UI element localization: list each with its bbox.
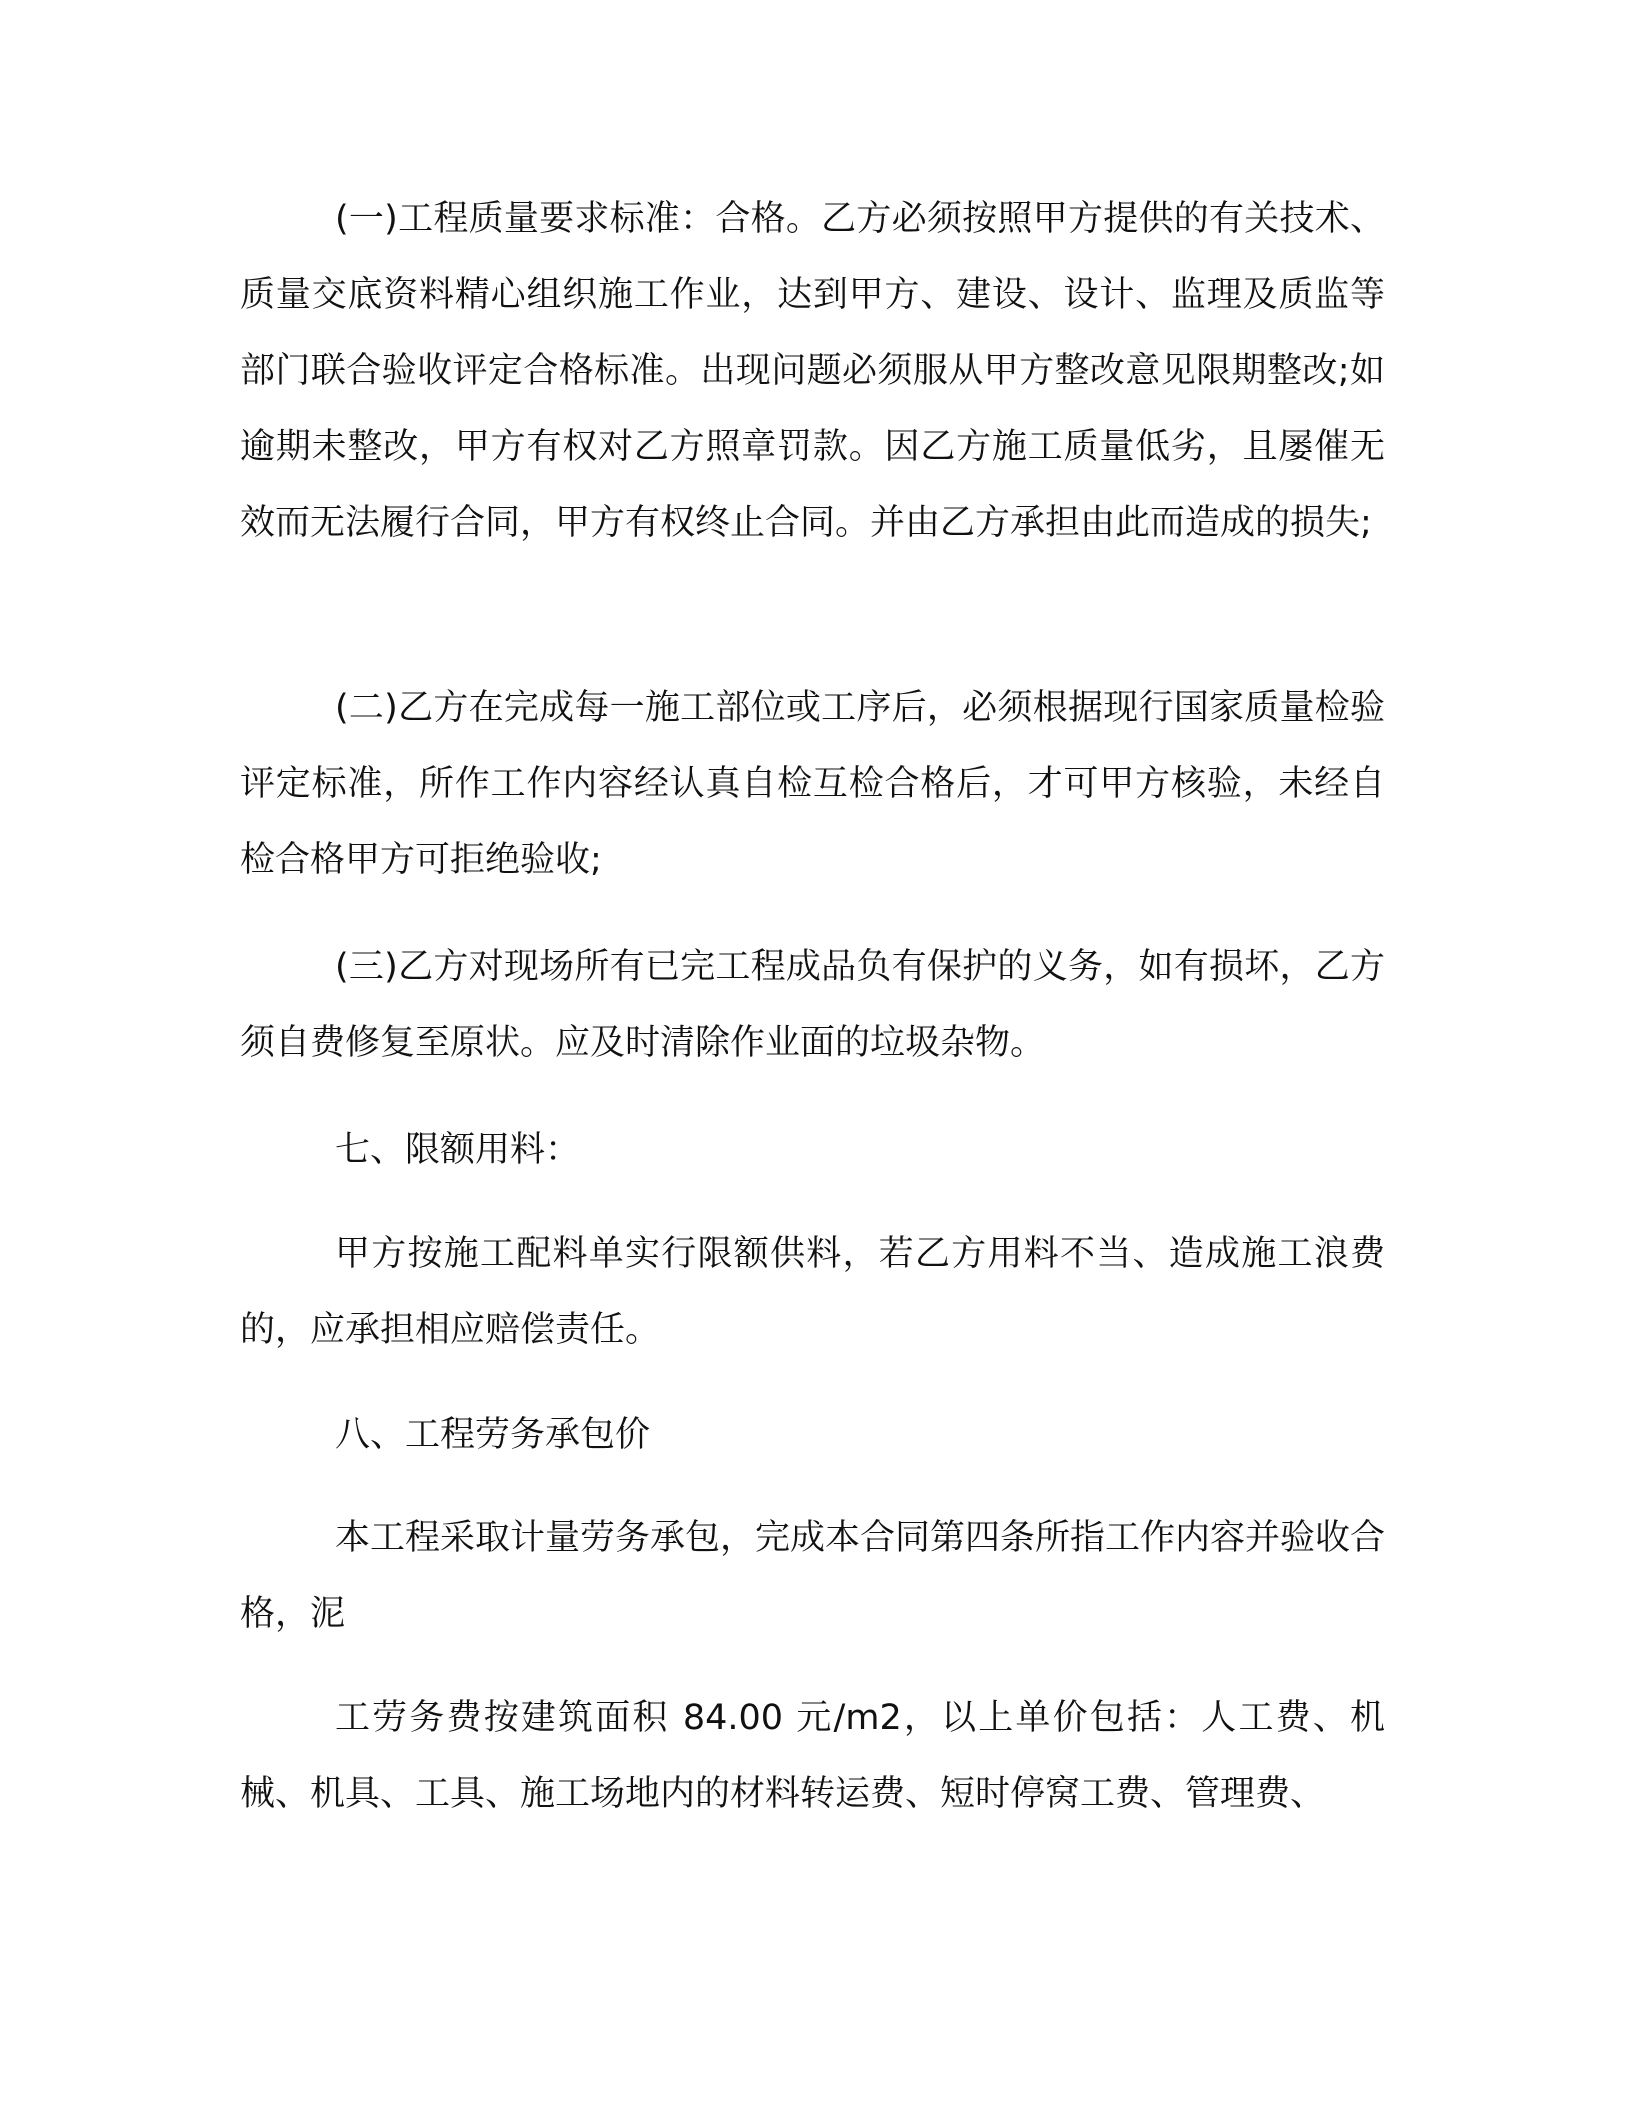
paragraph-labor-fee: 工劳务费按建筑面积 84.00 元/m2，以上单价包括：人工费、机械、机具、工具、施工场地内的材料转运费、短时停窝工费、管理费、 [240, 1698, 1385, 1814]
paragraph-labor-contract: 本工程采取计量劳务承包，完成本合同第四条所指工作内容并验收合格，泥 [240, 1518, 1386, 1634]
section-heading-material-limit: 七、限额用料： [335, 1130, 581, 1170]
paragraph-product-protection: (三)乙方对现场所有已完工程成品负有保护的义务，如有损坏，乙方须自费修复至原状。应及时清除作业面的垃圾杂物。 [240, 947, 1385, 1063]
paragraph-self-inspection: (二)乙方在完成每一施工部位或工序后，必须根据现行国家质量检验评定标准，所作工作内容经认真自检互检合格后，才可甲方核验，未经自检合格甲方可拒绝验收; [240, 688, 1385, 880]
paragraph-quality-standard: (一)工程质量要求标准：合格。乙方必须按照甲方提供的有关技术、质量交底资料精心组织施工作业，达到甲方、建设、设计、监理及质监等部门联合验收评定合格标准。出现问题必须服从甲方整改意见限期整改;如逾期未整改，甲方有权对乙方照章罚款。因乙方施工质量低劣，且屡催无效而无法履行合同，甲方有权终止合同。并由乙方承担由此而造成的损失; [240, 199, 1385, 543]
paragraph-material-limit: 甲方按施工配料单实行限额供料，若乙方用料不当、造成施工浪费的，应承担相应赔偿责任。 [240, 1234, 1385, 1350]
section-heading-labor-price: 八、工程劳务承包价 [335, 1415, 651, 1455]
